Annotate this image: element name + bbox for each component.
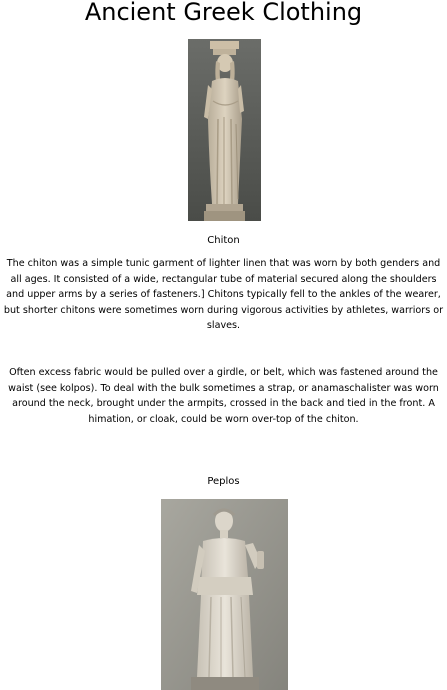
page-title: Ancient Greek Clothing (84, 0, 363, 26)
chiton-paragraph-2: Often excess fabric would be pulled over a girdle, or belt, which was fastened around the waist (see kolpos). To deal with the bulk sometimes a strap, or anamaschalister was worn around the neck, brought under the armpits, crossed in the back and tied in the front. A himation, or cloak, could be worn over-top of the chiton. (8, 367, 439, 425)
chiton-paragraph-1: The chiton was a simple tunic garment of lighter linen that was worn by both genders and all ages. It consisted of a wide, rectangular tube of material secured along the shoulders and upper arms by a series of fasteners.] Chitons typically fell to the ankles of the wearer, but shorter chitons were sometimes worn during vigorous activities by athletes, warriors or slaves. (3, 258, 444, 331)
chiton-caption: Chiton (207, 235, 240, 246)
peplos-statue-image (161, 499, 288, 690)
peplos-caption: Peplos (207, 476, 240, 487)
chiton-statue-image (188, 39, 261, 221)
